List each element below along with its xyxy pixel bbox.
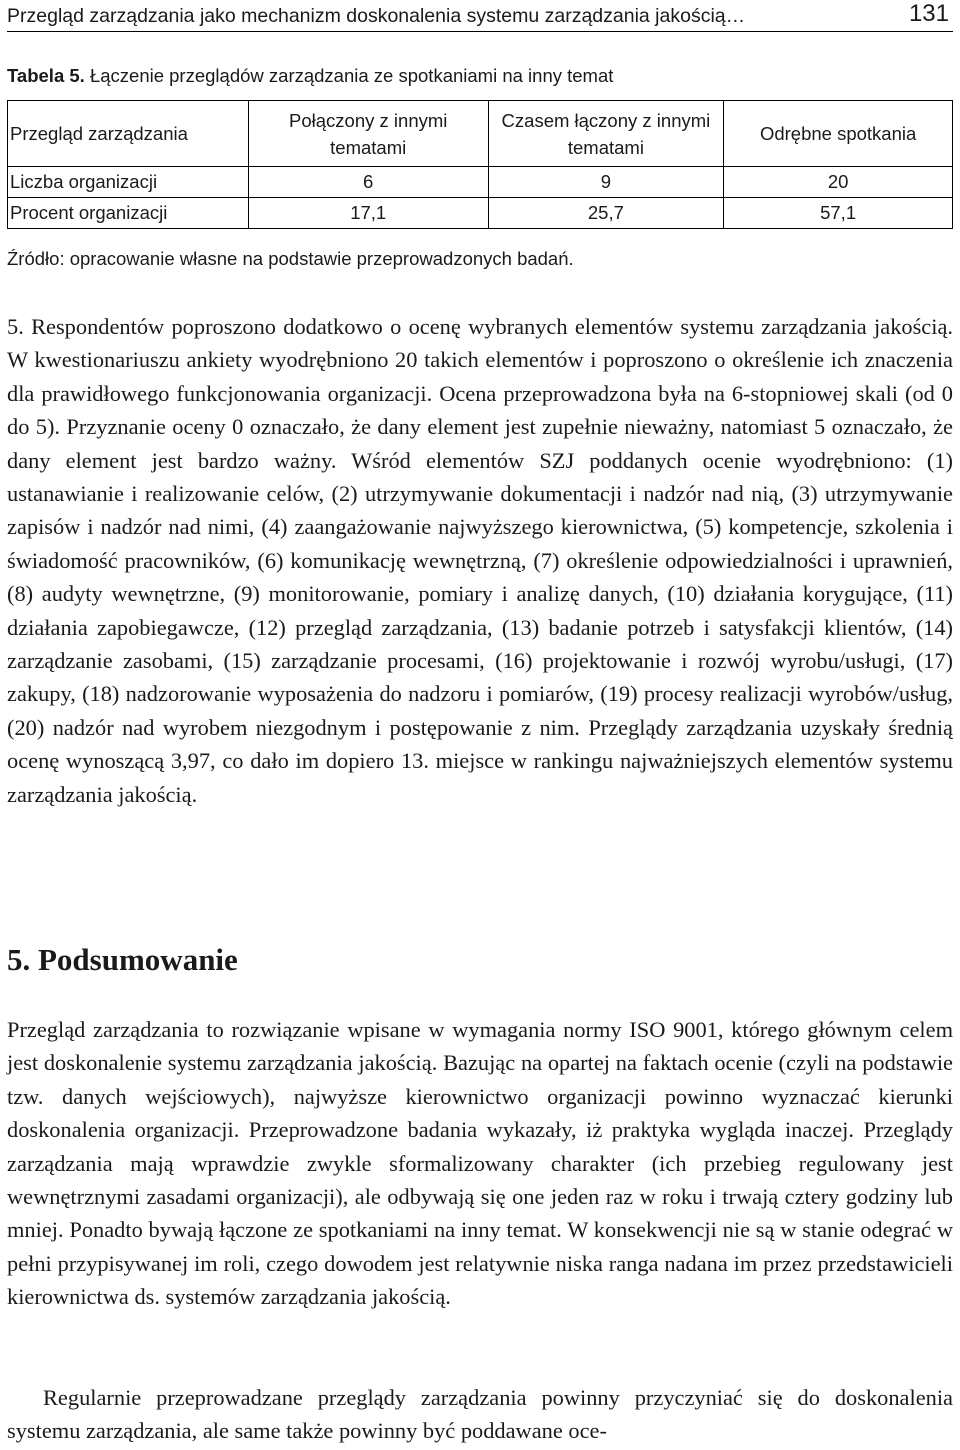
summary-paragraph-2: Regularnie przeprowadzane przeglądy zarządzania powinny przyczyniać się do doskonalenia systemu zarządzania, ale same także powinny być poddawane oce- <box>7 1385 953 1444</box>
running-header-title: Przegląd zarządzania jako mechanizm doskonalenia systemu zarządzania jakością… <box>7 5 746 27</box>
table-header-cell: Odrębne spotkania <box>724 101 953 167</box>
table-cell: 6 <box>248 167 488 198</box>
table-cell: 9 <box>488 167 724 198</box>
table-header-cell: Czasem łączony z innymi tematami <box>488 101 724 167</box>
table-source-note: Źródło: opracowanie własne na podstawie przeprowadzonych badań. <box>7 248 574 269</box>
section-heading: 5. Podsumowanie <box>7 942 238 977</box>
table-cell: Procent organizacji <box>8 198 249 229</box>
table-cell: Liczba organizacji <box>8 167 249 198</box>
running-header <box>7 0 953 32</box>
data-table <box>7 100 953 229</box>
table-row <box>8 167 953 198</box>
table-cell: 25,7 <box>488 198 724 229</box>
table-cell: 17,1 <box>248 198 488 229</box>
table-caption-text: Łączenie przeglądów zarządzania ze spotkaniami na inny temat <box>84 65 614 86</box>
table-caption <box>7 65 613 87</box>
table-row <box>8 198 953 229</box>
table-cell: 57,1 <box>724 198 953 229</box>
summary-paragraph-1: Przegląd zarządzania to rozwiązanie wpisane w wymagania normy ISO 9001, którego głównym celem jest doskonalenie systemu zarządzania jakością. Bazując na opartej na faktach ocenie (czyli na podstawie tzw. danych wejściowych), najwyższe kierownictwo organizacji powinno wyznaczać kierunki doskonalenia organizacji. Przeprowadzone badania wykazały, iż praktyka wygląda inaczej. Przeglądy zarządzania mają wprawdzie zwykle sformalizowany charakter (ich przebieg regulowany jest wewnętrznymi zasadami organizacji), ale odbywają się one jeden raz w roku i trwają cztery godziny lub mniej. Ponadto bywają łączone ze spotkaniami na inny temat. W konsekwencji nie są w stanie odegrać w pełni przypisywanej im roli, czego dowodem jest relatywnie niska ranga nadana im przez przedstawicieli kierownictwa ds. systemów zarządzania jakością. <box>7 1017 953 1310</box>
table-cell: 20 <box>724 167 953 198</box>
table-caption-label: Tabela 5. <box>7 65 85 86</box>
table-header-cell: Połączony z innymi tematami <box>248 101 488 167</box>
table-header-cell: Przegląd zarządzania <box>8 101 249 167</box>
table-header-row <box>8 101 953 167</box>
paragraph-point-5: 5. Respondentów poproszono dodatkowo o ocenę wybranych elementów systemu zarządzania jakością. W kwestionariuszu ankiety wyodrębniono 20 takich elementów i poproszono o określenie ich znaczenia dla prawidłowego funkcjonowania organizacji. Ocena przeprowadzona była na 6-stopniowej skali (od 0 do 5). Przyznanie oceny 0 oznaczało, że dany element jest zupełnie nieważny, natomiast 5 oznaczało, że dany element jest bardzo ważny. Wśród elementów SZJ poddanych ocenie wyodrębniono: (1) ustanawianie i realizowanie celów, (2) utrzymywanie dokumentacji i nadzór nad nią, (3) utrzymywanie zapisów i nadzór nad nimi, (4) zaangażowanie najwyższego kierownictwa, (5) kompetencje, szkolenia i świadomość pracowników, (6) komunikację wewnętrzną, (7) określenie odpowiedzialności i uprawnień, (8) audyty wewnętrzne, (9) monitorowanie, pomiary i analizę danych, (10) działania korygujące, (11) działania zapobiegawcze, (12) przegląd zarządzania, (13) badanie potrzeb i satysfakcji klientów, (14) zarządzanie zasobami, (15) zarządzanie procesami, (16) projektowanie i rozwój wyrobu/usługi, (17) zakupy, (18) nadzorowanie wyposażenia do nadzoru i pomiarów, (19) procesy realizacji wyrobów/usług, (20) nadzór nad wyrobem niezgodnym i postępowanie z nim. Przeglądy zarządzania uzyskały średnią ocenę wynoszącą 3,97, co dało im dopiero 13. miejsce w rankingu najważniejszych elementów systemu zarządzania jakością. <box>7 314 953 807</box>
page-number: 131 <box>908 0 949 27</box>
